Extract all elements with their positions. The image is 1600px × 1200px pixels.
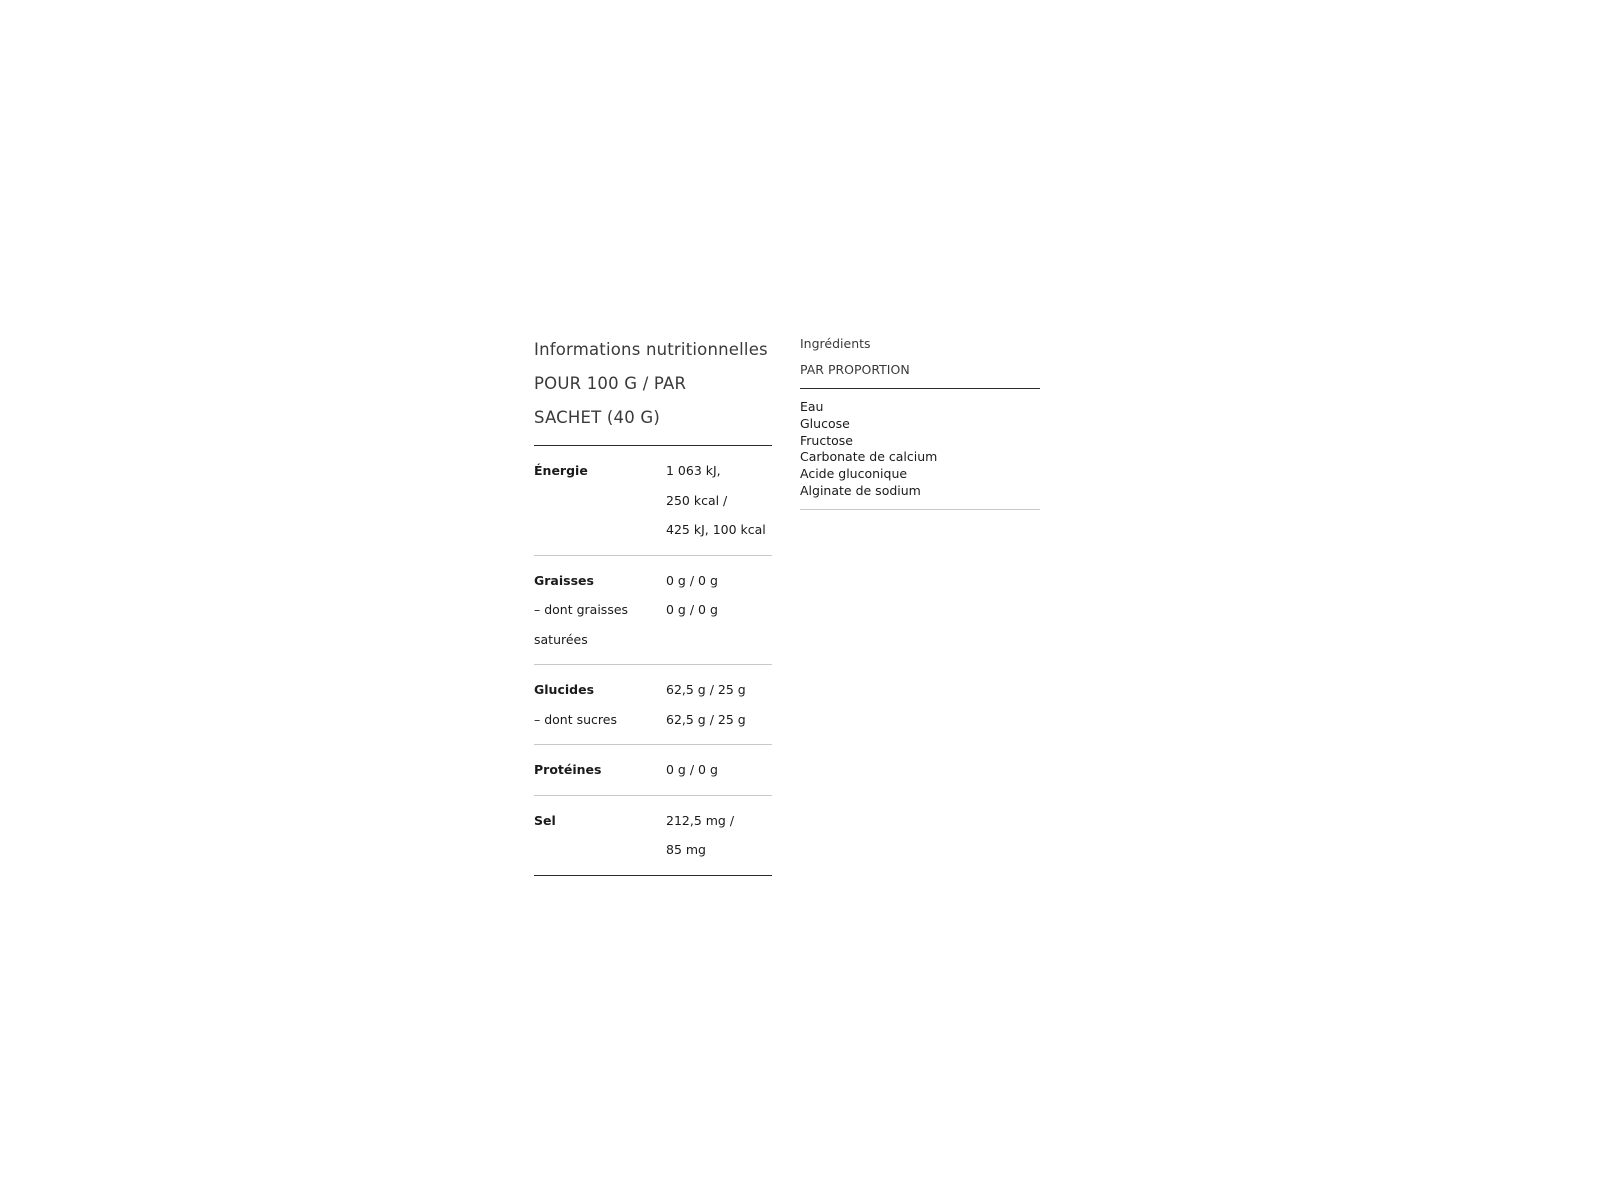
list-item: Alginate de sodium: [800, 482, 921, 498]
nutrition-label: Graisses: [534, 572, 594, 588]
nutrition-label: Glucides: [534, 682, 595, 697]
nutrition-information-panel: [534, 333, 774, 876]
nutrition-label-cell: [534, 675, 666, 734]
nutrition-value: 1 063 kJ,: [666, 463, 721, 478]
nutrition-value: 62,5 g / 25 g: [666, 682, 746, 697]
ingredients-title: Ingrédients: [800, 336, 871, 351]
nutrition-value-cell: [666, 566, 772, 625]
nutrition-value-cell: [666, 806, 772, 865]
table-row: [534, 745, 772, 796]
nutrition-value: 425 kJ, 100 kcal: [666, 522, 766, 537]
nutrition-value: 62,5 g / 25 g: [666, 711, 746, 727]
list-item: Carbonate de calcium: [800, 449, 938, 465]
nutrition-sublabel: – dont graisses: [534, 602, 629, 617]
nutrition-label-cell: [534, 806, 666, 836]
table-row: [534, 446, 772, 556]
nutrition-sublabel: – dont sucres: [534, 711, 617, 727]
ingredients-subtitle: PAR PROPORTION: [800, 362, 910, 377]
nutrition-label-cell: [534, 566, 666, 655]
nutrition-value: 0 g / 0 g: [666, 602, 718, 617]
nutrition-table: [534, 445, 772, 876]
list-item: Glucose: [800, 415, 850, 431]
nutrition-label-cell: [534, 755, 666, 785]
table-row: [534, 556, 772, 666]
nutrition-value-cell: [666, 755, 772, 785]
nutrition-subtitle-line-1: POUR 100 G / PAR: [534, 374, 687, 393]
nutrition-label: Énergie: [534, 463, 588, 478]
nutrition-value: 212,5 mg /: [666, 812, 735, 828]
list-item: Fructose: [800, 432, 853, 448]
nutrition-label: Sel: [534, 812, 556, 828]
nutrition-value-cell: [666, 675, 772, 734]
nutrition-value: 0 g / 0 g: [666, 572, 718, 588]
nutrition-title: Informations nutritionnelles: [534, 340, 768, 359]
nutrition-subtitle-line-2: SACHET (40 G): [534, 408, 660, 427]
table-row: [534, 665, 772, 745]
nutrition-sublabel: saturées: [534, 631, 588, 647]
nutrition-value: 85 mg: [666, 842, 706, 857]
nutrition-value: 250 kcal /: [666, 492, 728, 508]
nutrition-label-cell: [534, 456, 666, 486]
nutrition-label: Protéines: [534, 762, 602, 777]
table-row: [534, 796, 772, 876]
nutrition-value-cell: [666, 456, 772, 545]
list-item: Acide gluconique: [800, 466, 908, 482]
list-item: Eau: [800, 399, 824, 414]
ingredients-list: [800, 389, 1040, 510]
nutrition-value: 0 g / 0 g: [666, 762, 718, 777]
ingredients-panel: [800, 333, 1040, 510]
